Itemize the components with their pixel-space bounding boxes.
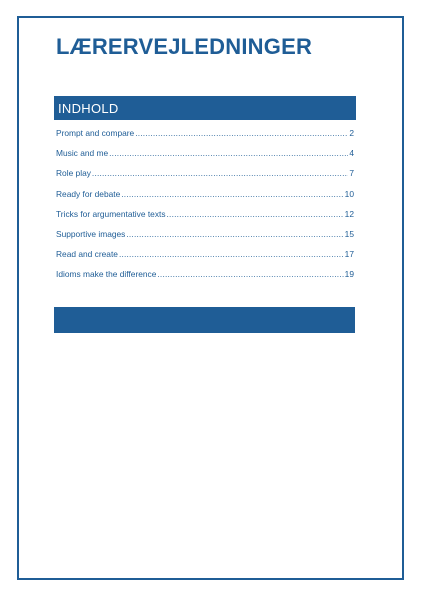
toc-heading: INDHOLD — [58, 100, 119, 116]
toc-entry[interactable] — [56, 269, 354, 289]
toc-entry-label: Music and me — [56, 148, 109, 159]
toc-entry-label: Prompt and compare — [56, 128, 135, 138]
toc-entry[interactable] — [56, 148, 354, 168]
toc-entry-label: Read and create — [56, 249, 118, 260]
toc-entry-label: Role play — [56, 168, 91, 179]
document-title: LÆRERVEJLEDNINGER — [56, 34, 313, 59]
toc-entry-label: Supportive images — [56, 228, 126, 239]
toc-dot-leader — [167, 209, 344, 219]
toc-entry[interactable] — [56, 189, 354, 209]
toc-dot-leader — [119, 249, 344, 259]
toc-entry-page: 10 — [344, 188, 354, 199]
toc-entry-page: 17 — [344, 249, 354, 260]
blank-accent-bar — [54, 307, 355, 333]
toc-entry-page: 12 — [344, 208, 354, 219]
toc-entry-page: 2 — [349, 128, 354, 138]
toc-entry[interactable] — [56, 128, 354, 148]
toc-entry[interactable] — [56, 168, 354, 188]
toc-dot-leader — [92, 168, 348, 178]
table-of-contents — [56, 128, 354, 290]
toc-dot-leader — [126, 229, 343, 239]
toc-entry-page: 15 — [344, 228, 354, 239]
toc-entry-label: Tricks for argumentative texts — [56, 208, 166, 219]
toc-entry-page: 7 — [349, 168, 354, 179]
toc-entry-page: 4 — [349, 148, 354, 159]
toc-dot-leader — [135, 128, 348, 138]
toc-dot-leader — [109, 148, 348, 158]
toc-entry[interactable] — [56, 209, 354, 229]
toc-entry-label: Ready for debate — [56, 188, 121, 199]
toc-heading-bar — [54, 96, 356, 120]
toc-entry[interactable] — [56, 249, 354, 269]
toc-dot-leader — [121, 189, 343, 199]
toc-entry-label: Idioms make the difference — [56, 269, 157, 280]
toc-entry[interactable] — [56, 229, 354, 249]
toc-entry-page: 19 — [344, 269, 354, 280]
toc-dot-leader — [157, 269, 343, 279]
